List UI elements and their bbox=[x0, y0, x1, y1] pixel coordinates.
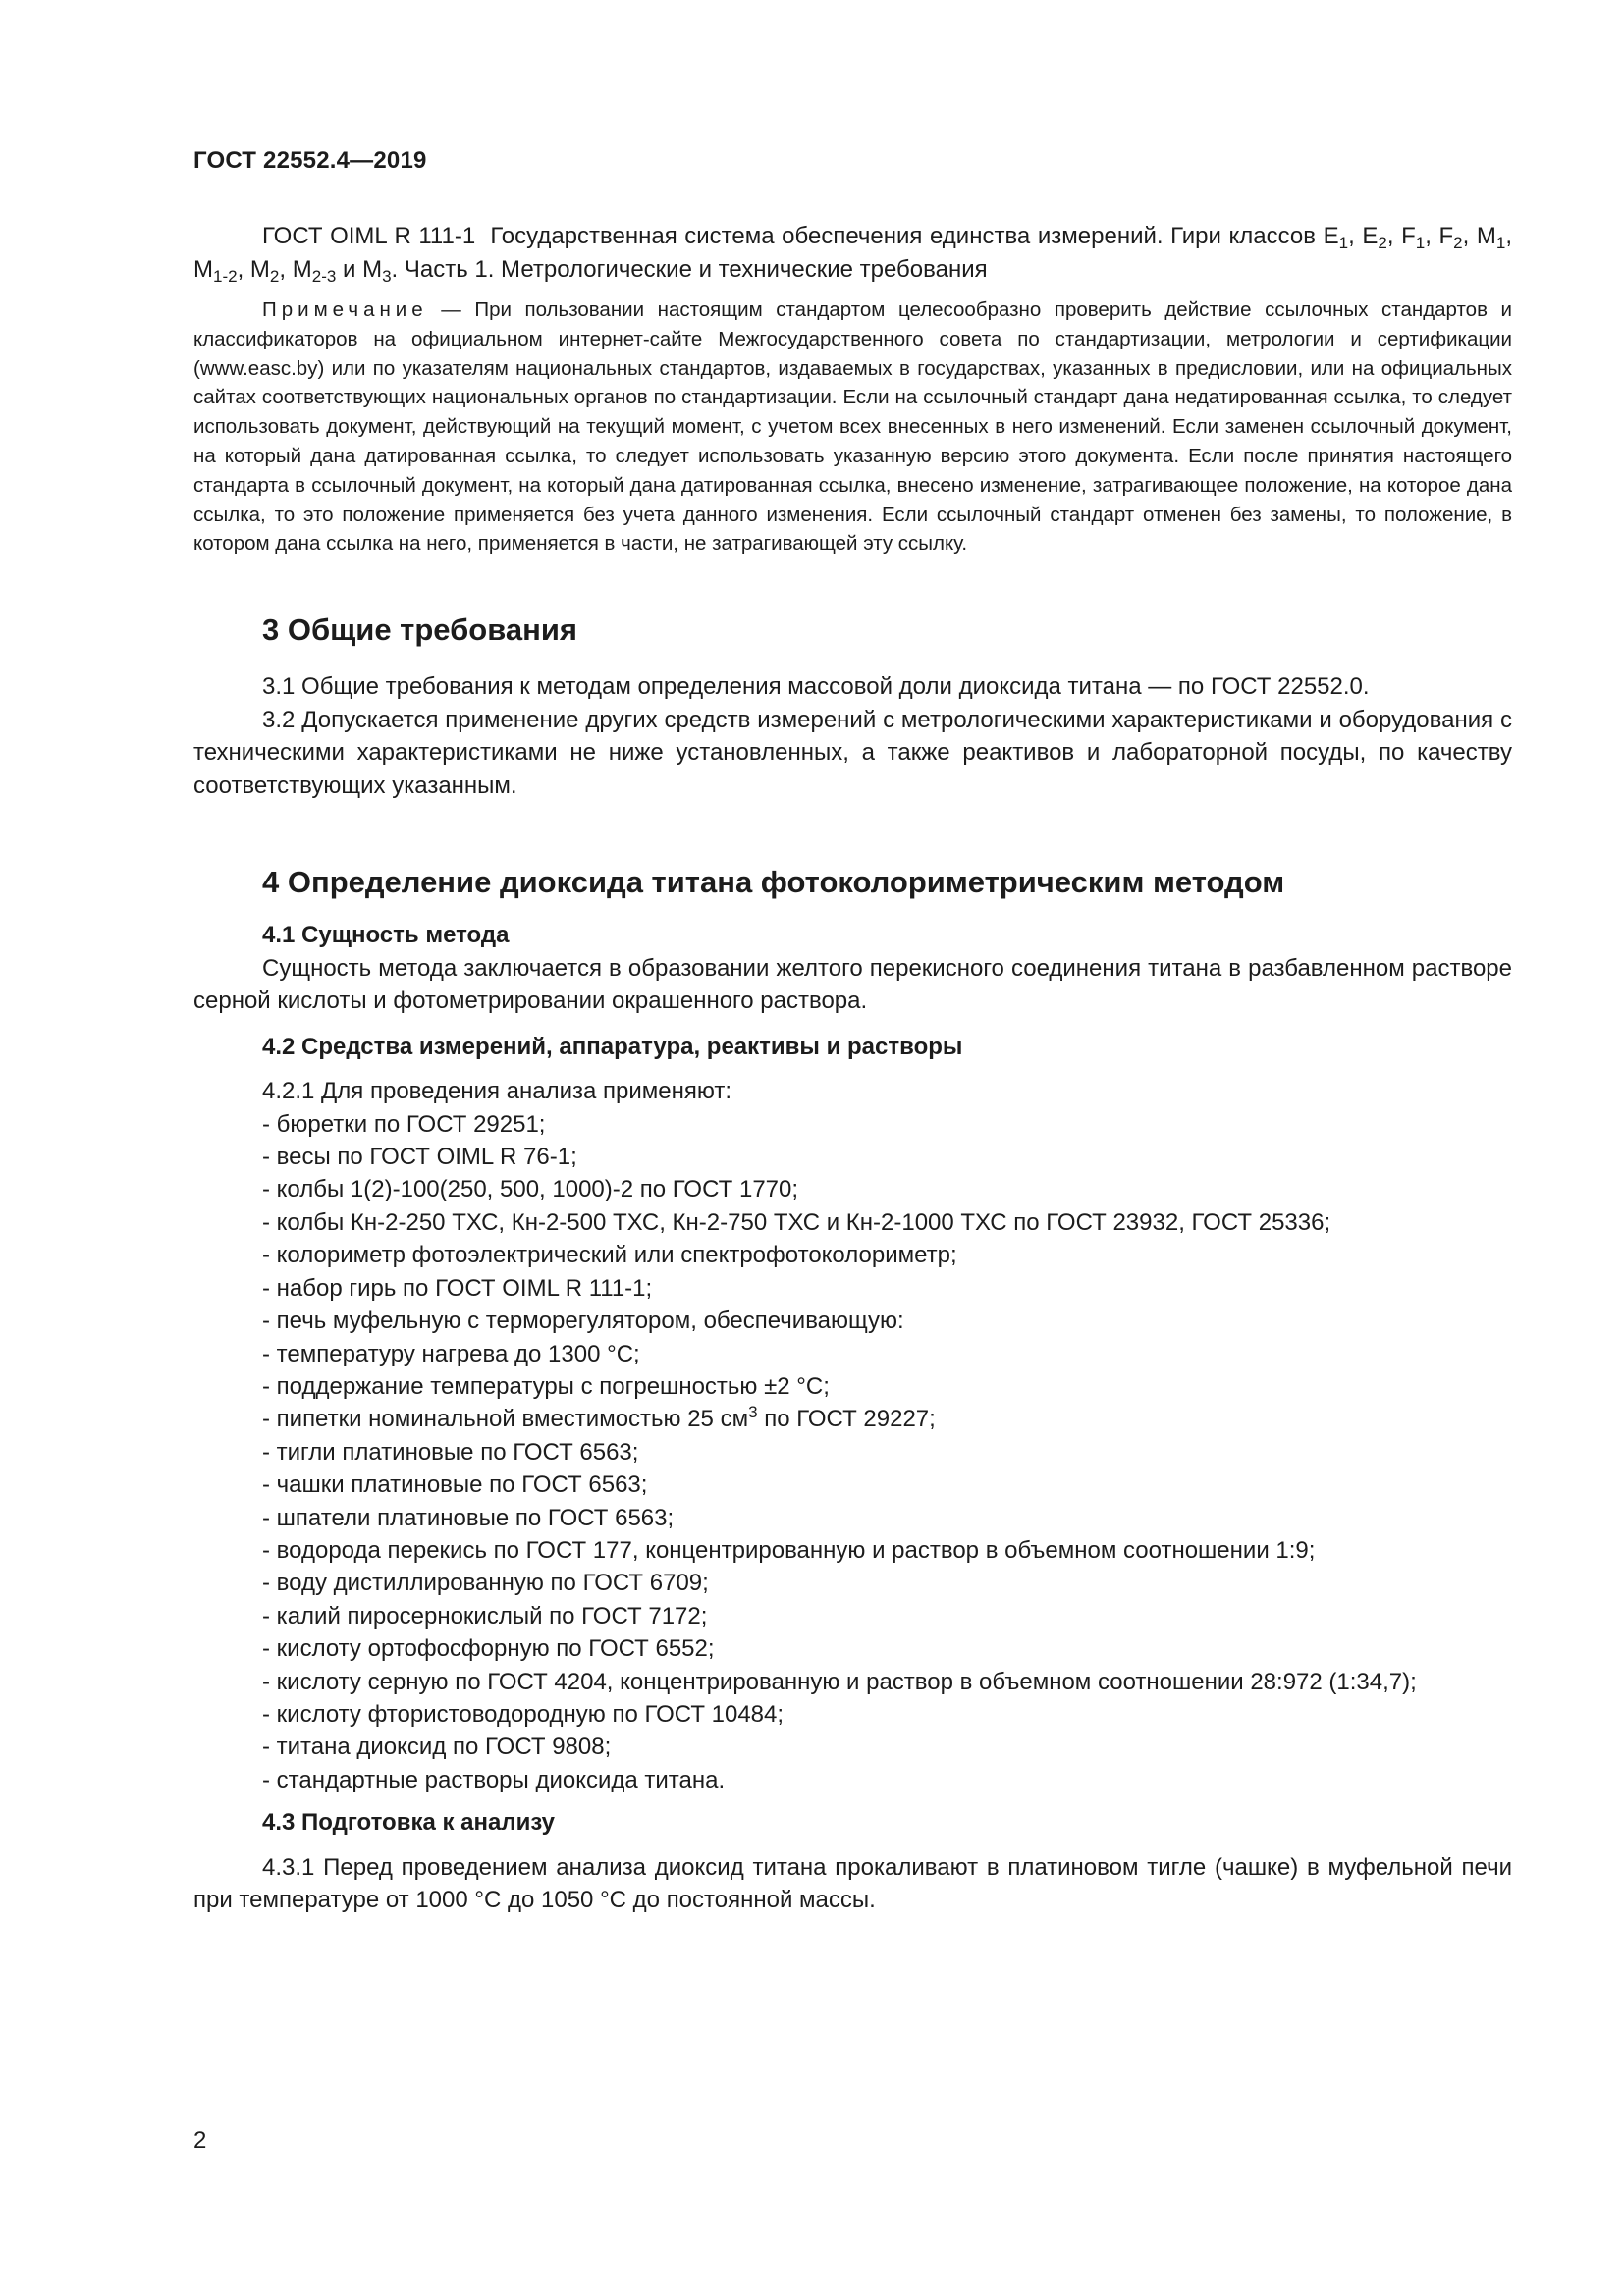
list-item: - водорода перекись по ГОСТ 177, концентрированную и раствор в объемном соотношении 1:9; bbox=[262, 1536, 1316, 1564]
list-item: - шпатели платиновые по ГОСТ 6563; bbox=[262, 1504, 675, 1531]
list-item: - кислоту серную по ГОСТ 4204, концентрированную и раствор в объемном соотношении 28:972 (1:34,7); bbox=[262, 1668, 1417, 1695]
list-item: - весы по ГОСТ OIML R 76-1; bbox=[262, 1144, 577, 1171]
subsection-4-2-heading: 4.2 Средства измерений, аппаратура, реактивы и растворы bbox=[262, 1033, 963, 1060]
subsection-4-3-heading: 4.3 Подготовка к анализу bbox=[262, 1809, 556, 1837]
list-item: - пипетки номинальной вместимостью 25 $см^3$ по ГОСТ 29227; bbox=[262, 1403, 936, 1433]
clause-3-2: 3.2 Допускается применение других средств измерений с метрологическими характеристиками и оборудования с техническими характеристиками не ниже установленных, а также реактивов и лабораторной посуды, по качеству соответствующих указанным. bbox=[193, 706, 1512, 799]
list-item: - поддержание температуры с погрешностью ±2 °С; bbox=[262, 1372, 830, 1400]
list-item: - колбы 1(2)-100(250, 500, 1000)-2 по ГОСТ 1770; bbox=[262, 1176, 799, 1203]
list-item: - стандартные растворы диоксида титана. bbox=[262, 1766, 726, 1793]
equipment-list bbox=[193, 1108, 1512, 1797]
list-item: - кислоту фтористоводородную по ГОСТ 10484; bbox=[262, 1700, 785, 1728]
list-item: - колориметр фотоэлектрический или спектрофотоколориметр; bbox=[262, 1242, 957, 1269]
list-item: - печь муфельную с терморегулятором, обеспечивающую: bbox=[262, 1308, 904, 1335]
reference-title: Государственная система обеспечения единства измерений. Гири классов bbox=[490, 223, 1317, 249]
list-item: - титана диоксид по ГОСТ 9808; bbox=[262, 1734, 612, 1761]
page-content bbox=[193, 220, 1512, 1917]
list-item: - колбы Кн-2-250 ТХС, Кн-2-500 ТХС, Кн-2-750 ТХС и Кн-2-1000 ТХС по ГОСТ 23932, ГОСТ 25336; bbox=[262, 1208, 1331, 1236]
clause-4-3-1: 4.3.1 Перед проведением анализа диоксид титана прокаливают в платиновом тигле (чашке) в муфельной печи при температуре от 1000 °С до 1050 °С до постоянной массы. bbox=[193, 1853, 1512, 1914]
clause-4-2-1: 4.2.1 Для проведения анализа применяют: bbox=[262, 1078, 731, 1105]
page-number: 2 bbox=[193, 2127, 207, 2154]
section-3-heading: 3 Общие требования bbox=[262, 613, 577, 648]
list-item: - чашки платиновые по ГОСТ 6563; bbox=[262, 1471, 648, 1499]
note-text: — При пользовании настоящим стандартом целесообразно проверить действие ссылочных стандартов и классификаторов на официальном интернет-сайте Межгосударственного совета по стандартизации, метрологии и сертификации (www.easc.by) или по указателям национальных стандартов, издаваемых в государствах, указанных в предисловии, или на официальных сайтах соответствующих национальных органов по стандартизации. Если на ссылочный стандарт дана недатированная ссылка, то следует использовать документ, действующий на текущий момент, с учетом всех внесенных в него изменений. Если заменен ссылочный документ, на который дана датированная ссылка, то следует использовать указанную версию этого документа. Если после принятия настоящего стандарта в ссылочный документ, на который дана датированная ссылка, внесено изменение, затрагивающее положение, на которое дана ссылка, то это положение применяется без учета данного изменения. Если ссылочный стандарт отменен без замены, то положение, в котором дана ссылка на него, применяется в части, не затрагивающей эту ссылку. bbox=[193, 298, 1512, 556]
list-item: - кислоту ортофосфорную по ГОСТ 6552; bbox=[262, 1635, 715, 1663]
list-item: - тигли платиновые по ГОСТ 6563; bbox=[262, 1438, 639, 1466]
list-item: - воду дистиллированную по ГОСТ 6709; bbox=[262, 1570, 709, 1597]
document-header: ГОСТ 22552.4—2019 bbox=[193, 147, 427, 174]
list-item: - температуру нагрева до 1300 °С; bbox=[262, 1340, 640, 1367]
clause-4-1-text: Сущность метода заключается в образовании желтого перекисного соединения титана в разбавленном растворе серной кислоты и фотометрировании окрашенного раствора. bbox=[193, 954, 1512, 1015]
reference-entry: ГОСТ OIML R 111-1 Государственная система обеспечения единства измерений. Гири классов $E_1$, $E_2$, $F_1$, $F_2$, $M_1$, $M_{1-2}$, $M_2$, $M_{2-3}$ и $M_3$. Часть 1. Метрологические и технические требования bbox=[193, 223, 1512, 286]
note-paragraph bbox=[193, 295, 1512, 559]
list-item: - калий пиросернокислый по ГОСТ 7172; bbox=[262, 1602, 708, 1629]
list-item: - бюретки по ГОСТ 29251; bbox=[262, 1110, 546, 1138]
section-4-heading: 4 Определение диоксида титана фотоколориметрическим методом bbox=[262, 865, 1285, 900]
subsection-4-1-heading: 4.1 Сущность метода bbox=[262, 922, 510, 949]
list-item: - набор гирь по ГОСТ OIML R 111-1; bbox=[262, 1274, 653, 1302]
clause-3-1: 3.1 Общие требования к методам определения массовой доли диоксида титана — по ГОСТ 22552.0. bbox=[262, 673, 1370, 701]
note-label: Примечание bbox=[262, 298, 428, 321]
reference-code: ГОСТ OIML R 111-1 bbox=[262, 223, 476, 249]
